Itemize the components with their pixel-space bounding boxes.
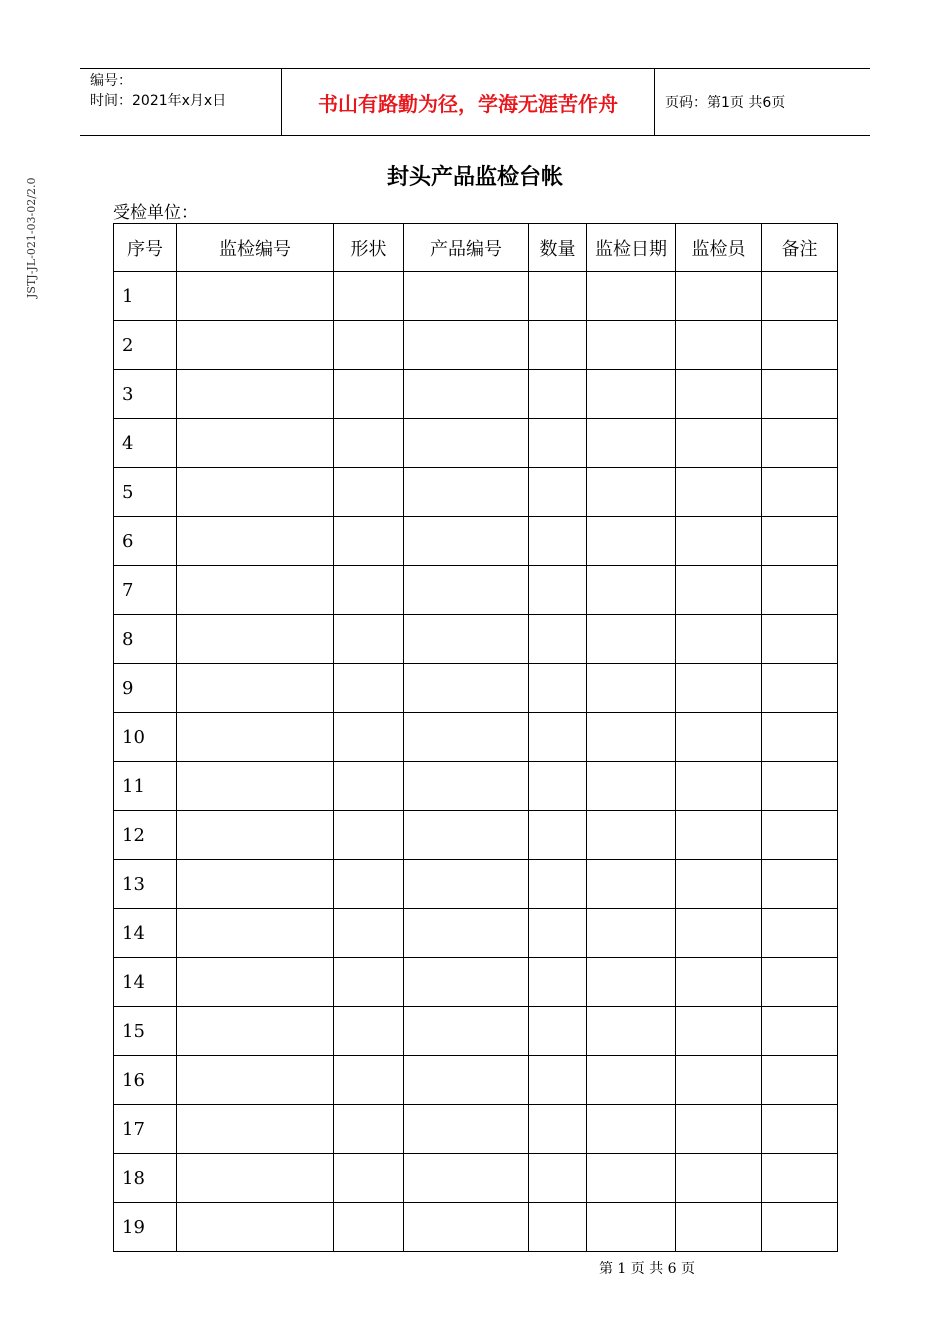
table-cell [404,566,529,615]
row-number: 8 [114,615,177,664]
time-line: 时间：2021年x月x日 [90,93,227,109]
table-cell [404,958,529,1007]
table-cell [676,958,762,1007]
table-cell [587,272,676,321]
row-number: 17 [114,1105,177,1154]
table-cell [762,909,838,958]
table-cell [177,1203,334,1252]
table-row [114,370,838,419]
table-cell [334,1007,404,1056]
table-cell [334,615,404,664]
table-cell [529,958,587,1007]
table-cell [334,811,404,860]
table-cell [404,419,529,468]
row-number: 15 [114,1007,177,1056]
table-cell [177,909,334,958]
table-cell [529,664,587,713]
table-cell [762,860,838,909]
table-cell [762,321,838,370]
table-cell [529,468,587,517]
table-row [114,419,838,468]
table-cell [587,517,676,566]
table-cell [676,1203,762,1252]
column-header: 监检员 [676,224,762,272]
table-cell [404,713,529,762]
table-cell [334,272,404,321]
table-cell [404,860,529,909]
table-cell [529,1203,587,1252]
table-cell [762,370,838,419]
table-row [114,1056,838,1105]
table-row [114,1105,838,1154]
table-cell [587,860,676,909]
table-cell [177,1105,334,1154]
table-cell [334,1056,404,1105]
table-cell [762,1203,838,1252]
page-title: 封头产品监检台帐 [386,165,563,190]
table-cell [177,958,334,1007]
column-header: 形状 [334,224,404,272]
table-row [114,272,838,321]
table-cell [177,1154,334,1203]
table-cell [587,370,676,419]
table-row [114,321,838,370]
table-cell [529,713,587,762]
table-cell [529,370,587,419]
column-header: 备注 [762,224,838,272]
row-number: 6 [114,517,177,566]
document-header [80,68,870,136]
table-cell [404,1154,529,1203]
table-cell [334,517,404,566]
table-cell [404,1105,529,1154]
column-header: 产品编号 [404,224,529,272]
table-cell [404,1007,529,1056]
table-cell [587,713,676,762]
column-header: 监检日期 [587,224,676,272]
row-number: 14 [114,909,177,958]
row-number: 3 [114,370,177,419]
table-cell [177,517,334,566]
table-cell [334,468,404,517]
row-number: 1 [114,272,177,321]
table-cell [676,370,762,419]
table-cell [177,468,334,517]
table-cell [676,664,762,713]
table-cell [177,762,334,811]
table-row [114,615,838,664]
table-cell [676,1056,762,1105]
table-cell [762,1056,838,1105]
table-cell [404,664,529,713]
table-cell [762,713,838,762]
table-row [114,664,838,713]
table-cell [587,1105,676,1154]
table-row [114,517,838,566]
table-cell [177,713,334,762]
table-cell [762,958,838,1007]
table-cell [762,566,838,615]
column-header: 监检编号 [177,224,334,272]
table-cell [404,272,529,321]
table-cell [529,321,587,370]
table-cell [529,517,587,566]
table-cell [177,321,334,370]
table-cell [762,517,838,566]
table-cell [762,1007,838,1056]
table-cell [529,1056,587,1105]
table-cell [177,1007,334,1056]
table-cell [529,909,587,958]
table-cell [587,1154,676,1203]
table-cell [676,1007,762,1056]
table-cell [587,762,676,811]
table-row [114,468,838,517]
row-number: 11 [114,762,177,811]
table-row [114,1007,838,1056]
table-cell [529,419,587,468]
table-cell [404,370,529,419]
code-label: 编号： [90,73,132,89]
table-cell [587,566,676,615]
table-cell [676,468,762,517]
table-cell [676,713,762,762]
table-cell [404,1203,529,1252]
table-cell [529,1007,587,1056]
table-cell [334,860,404,909]
table-row [114,860,838,909]
table-cell [334,419,404,468]
table-cell [587,1007,676,1056]
table-cell [177,811,334,860]
header-meta [80,69,282,135]
table-cell [587,1056,676,1105]
table-cell [676,1154,762,1203]
table-cell [529,811,587,860]
table-cell [762,615,838,664]
table-cell [762,811,838,860]
table-cell [676,811,762,860]
table-cell [334,762,404,811]
table-cell [334,909,404,958]
row-number: 16 [114,1056,177,1105]
table-cell [676,517,762,566]
table-cell [676,762,762,811]
table-cell [529,860,587,909]
table-cell [676,321,762,370]
table-cell [404,321,529,370]
table-cell [177,1056,334,1105]
table-cell [587,811,676,860]
table-row [114,713,838,762]
page-footer: 第 1 页 共 6 页 [598,1261,696,1277]
table-cell [334,1154,404,1203]
table-row [114,811,838,860]
row-number: 2 [114,321,177,370]
table-row [114,1203,838,1252]
table-cell [177,419,334,468]
table-cell [177,860,334,909]
row-number: 18 [114,1154,177,1203]
table-cell [177,272,334,321]
ledger-table [113,223,838,1252]
table-cell [334,958,404,1007]
table-cell [334,713,404,762]
table-cell [529,1154,587,1203]
table-cell [676,272,762,321]
table-cell [762,1154,838,1203]
column-header: 数量 [529,224,587,272]
table-cell [587,958,676,1007]
table-cell [529,1105,587,1154]
table-cell [177,370,334,419]
table-row [114,762,838,811]
table-cell [404,762,529,811]
table-cell [762,1105,838,1154]
table-cell [177,566,334,615]
table-cell [587,664,676,713]
table-cell [587,468,676,517]
table-cell [334,1203,404,1252]
table-cell [177,664,334,713]
row-number: 10 [114,713,177,762]
table-cell [334,664,404,713]
table-header-row [114,224,838,272]
table-cell [404,468,529,517]
table-cell [587,615,676,664]
table-cell [676,615,762,664]
table-cell [676,1105,762,1154]
table-cell [404,811,529,860]
table-cell [676,566,762,615]
table-cell [762,272,838,321]
row-number: 7 [114,566,177,615]
table-cell [404,909,529,958]
side-document-code: JSTJ-JL-021-03-02/2.0 [25,177,38,298]
table-cell [529,272,587,321]
page-info: 页码：第1页 共6页 [665,95,786,111]
table-cell [676,909,762,958]
row-number: 14 [114,958,177,1007]
table-row [114,909,838,958]
table-cell [676,419,762,468]
row-number: 19 [114,1203,177,1252]
table-cell [404,615,529,664]
column-header: 序号 [114,224,177,272]
table-cell [762,664,838,713]
table-cell [334,370,404,419]
table-cell [177,615,334,664]
table-cell [529,615,587,664]
table-cell [334,566,404,615]
row-number: 4 [114,419,177,468]
table-cell [676,860,762,909]
table-cell [587,419,676,468]
table-cell [529,566,587,615]
table-cell [762,468,838,517]
table-cell [334,321,404,370]
table-cell [587,1203,676,1252]
table-row [114,958,838,1007]
row-number: 5 [114,468,177,517]
table-cell [587,909,676,958]
table-cell [762,762,838,811]
table-cell [404,1056,529,1105]
row-number: 13 [114,860,177,909]
table-row [114,1154,838,1203]
table-cell [404,517,529,566]
table-cell [529,762,587,811]
row-number: 9 [114,664,177,713]
row-number: 12 [114,811,177,860]
inspected-unit-label: 受检单位： [113,203,198,223]
table-cell [334,1105,404,1154]
table-cell [762,419,838,468]
table-cell [587,321,676,370]
motto: 书山有路勤为径，学海无涯苦作舟 [282,69,655,135]
table-row [114,566,838,615]
